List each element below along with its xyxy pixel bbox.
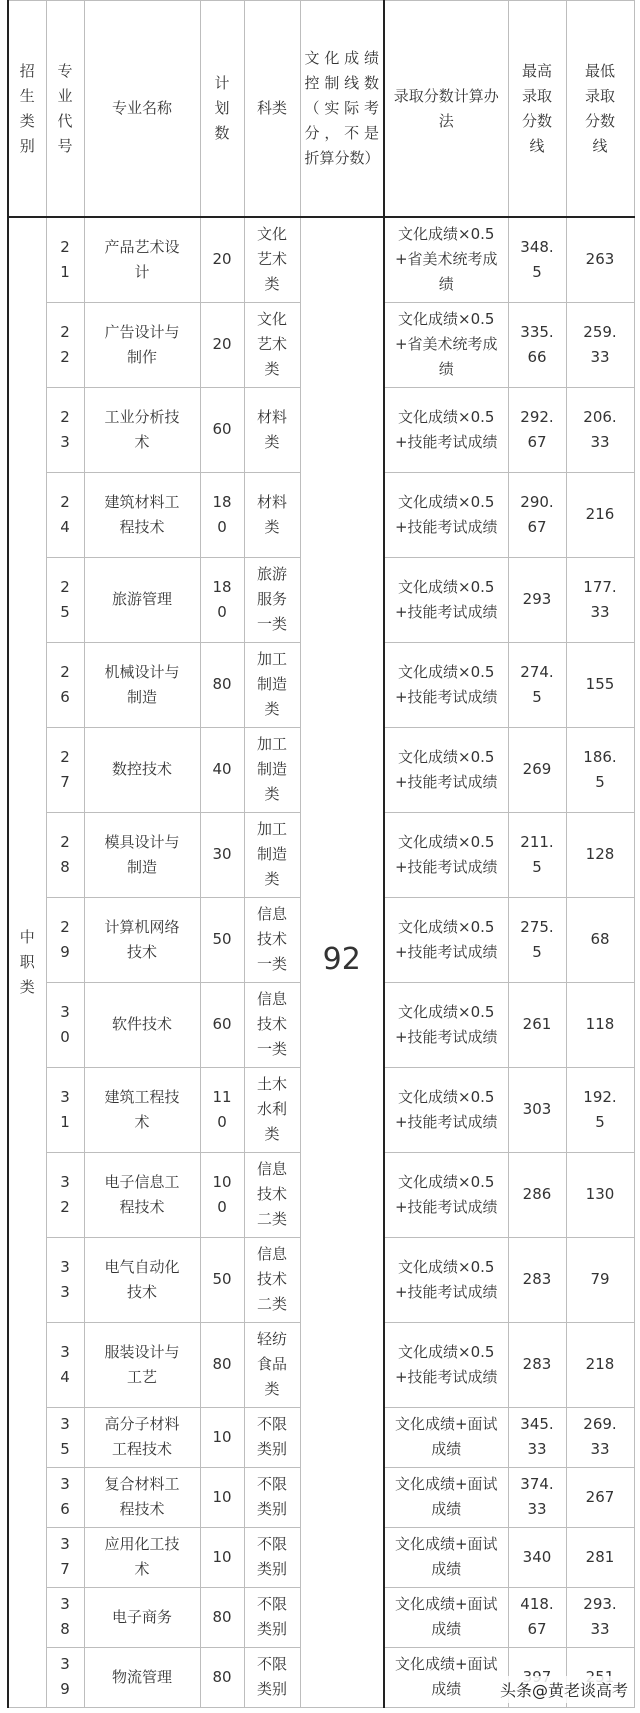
min-score-cell: 218 [566, 1322, 634, 1407]
min-score-cell: 206.33 [566, 387, 634, 472]
subject-cell: 不限类别 [244, 1467, 300, 1527]
method-cell: 文化成绩×0.5+技能考试成绩 [384, 557, 508, 642]
min-score-cell: 128 [566, 812, 634, 897]
method-cell: 文化成绩+面试成绩 [384, 1647, 508, 1707]
min-score-cell: 269.33 [566, 1407, 634, 1467]
max-score-cell: 335.66 [508, 302, 566, 387]
header-code: 专业代号 [46, 1, 84, 218]
name-cell: 服装设计与工艺 [84, 1322, 200, 1407]
subject-cell: 信息技术一类 [244, 897, 300, 982]
min-score-cell: 79 [566, 1237, 634, 1322]
code-cell: 21 [46, 217, 84, 302]
max-score-cell: 303 [508, 1067, 566, 1152]
name-cell: 机械设计与制造 [84, 642, 200, 727]
plan-cell: 110 [200, 1067, 244, 1152]
subject-cell: 不限类别 [244, 1407, 300, 1467]
method-cell: 文化成绩×0.5+技能考试成绩 [384, 472, 508, 557]
subject-cell: 土木水利类 [244, 1067, 300, 1152]
header-culture-line: 文化成绩控制线数（实际考分，不是折算分数） [300, 1, 384, 218]
name-cell: 模具设计与制造 [84, 812, 200, 897]
subject-cell: 文化艺术类 [244, 217, 300, 302]
plan-cell: 20 [200, 217, 244, 302]
code-cell: 26 [46, 642, 84, 727]
code-cell: 23 [46, 387, 84, 472]
min-score-cell: 267 [566, 1467, 634, 1527]
code-cell: 34 [46, 1322, 84, 1407]
subject-cell: 加工制造类 [244, 727, 300, 812]
table-row [8, 217, 634, 302]
code-cell: 27 [46, 727, 84, 812]
max-score-cell: 283 [508, 1322, 566, 1407]
max-score-cell: 418.67 [508, 1587, 566, 1647]
plan-cell: 60 [200, 387, 244, 472]
max-score-cell: 211.5 [508, 812, 566, 897]
min-score-cell: 68 [566, 897, 634, 982]
max-score-cell: 345.33 [508, 1407, 566, 1467]
header-plan: 计划数 [200, 1, 244, 218]
method-cell: 文化成绩×0.5+技能考试成绩 [384, 1152, 508, 1237]
name-cell: 广告设计与制作 [84, 302, 200, 387]
subject-cell: 加工制造类 [244, 812, 300, 897]
code-cell: 29 [46, 897, 84, 982]
min-score-cell: 263 [566, 217, 634, 302]
name-cell: 工业分析技术 [84, 387, 200, 472]
method-cell: 文化成绩×0.5+技能考试成绩 [384, 1067, 508, 1152]
code-cell: 32 [46, 1152, 84, 1237]
plan-cell: 80 [200, 1587, 244, 1647]
min-score-cell: 281 [566, 1527, 634, 1587]
method-cell: 文化成绩+面试成绩 [384, 1467, 508, 1527]
header-min: 最低录取分数线 [566, 1, 634, 218]
plan-cell: 30 [200, 812, 244, 897]
max-score-cell: 283 [508, 1237, 566, 1322]
name-cell: 产品艺术设计 [84, 217, 200, 302]
plan-cell: 80 [200, 1647, 244, 1707]
name-cell: 数控技术 [84, 727, 200, 812]
min-score-cell: 192.5 [566, 1067, 634, 1152]
code-cell: 30 [46, 982, 84, 1067]
max-score-cell: 286 [508, 1152, 566, 1237]
name-cell: 旅游管理 [84, 557, 200, 642]
max-score-cell: 275.5 [508, 897, 566, 982]
min-score-cell: 293.33 [566, 1587, 634, 1647]
name-cell: 复合材料工程技术 [84, 1467, 200, 1527]
method-cell: 文化成绩×0.5+技能考试成绩 [384, 642, 508, 727]
name-cell: 建筑工程技术 [84, 1067, 200, 1152]
plan-cell: 100 [200, 1152, 244, 1237]
plan-cell: 50 [200, 1237, 244, 1322]
name-cell: 物流管理 [84, 1647, 200, 1707]
method-cell: 文化成绩×0.5+技能考试成绩 [384, 387, 508, 472]
plan-cell: 80 [200, 1322, 244, 1407]
table-body [8, 217, 634, 1707]
max-score-cell: 340 [508, 1527, 566, 1587]
subject-cell: 信息技术一类 [244, 982, 300, 1067]
code-cell: 35 [46, 1407, 84, 1467]
admission-table [7, 0, 635, 1708]
min-score-cell: 177.33 [566, 557, 634, 642]
max-score-cell: 290.67 [508, 472, 566, 557]
name-cell: 计算机网络技术 [84, 897, 200, 982]
name-cell: 建筑材料工程技术 [84, 472, 200, 557]
name-cell: 应用化工技术 [84, 1527, 200, 1587]
plan-cell: 60 [200, 982, 244, 1067]
min-score-cell: 118 [566, 982, 634, 1067]
min-score-cell: 186.5 [566, 727, 634, 812]
min-score-cell: 155 [566, 642, 634, 727]
watermark: 头条@黄老谈高考 [496, 1676, 632, 1703]
method-cell: 文化成绩+面试成绩 [384, 1587, 508, 1647]
method-cell: 文化成绩+面试成绩 [384, 1407, 508, 1467]
header-row [8, 1, 634, 218]
plan-cell: 40 [200, 727, 244, 812]
header-name: 专业名称 [84, 1, 200, 218]
code-cell: 36 [46, 1467, 84, 1527]
culture-line-cell: 92 [300, 217, 384, 1707]
header-method: 录取分数计算办法 [384, 1, 508, 218]
method-cell: 文化成绩×0.5+技能考试成绩 [384, 982, 508, 1067]
min-score-cell: 130 [566, 1152, 634, 1237]
subject-cell: 加工制造类 [244, 642, 300, 727]
subject-cell: 材料类 [244, 472, 300, 557]
max-score-cell: 261 [508, 982, 566, 1067]
header-category: 招生类别 [8, 1, 46, 218]
max-score-cell: 269 [508, 727, 566, 812]
subject-cell: 不限类别 [244, 1587, 300, 1647]
category-cell: 中职类 [8, 217, 46, 1707]
plan-cell: 180 [200, 557, 244, 642]
code-cell: 31 [46, 1067, 84, 1152]
method-cell: 文化成绩×0.5+技能考试成绩 [384, 727, 508, 812]
header-subject: 科类 [244, 1, 300, 218]
subject-cell: 信息技术二类 [244, 1152, 300, 1237]
max-score-cell: 274.5 [508, 642, 566, 727]
method-cell: 文化成绩×0.5+技能考试成绩 [384, 1322, 508, 1407]
method-cell: 文化成绩×0.5+技能考试成绩 [384, 1237, 508, 1322]
method-cell: 文化成绩×0.5+技能考试成绩 [384, 897, 508, 982]
subject-cell: 文化艺术类 [244, 302, 300, 387]
method-cell: 文化成绩×0.5+省美术统考成绩 [384, 217, 508, 302]
method-cell: 文化成绩×0.5+省美术统考成绩 [384, 302, 508, 387]
code-cell: 37 [46, 1527, 84, 1587]
subject-cell: 轻纺食品类 [244, 1322, 300, 1407]
name-cell: 电气自动化技术 [84, 1237, 200, 1322]
min-score-cell: 259.33 [566, 302, 634, 387]
name-cell: 高分子材料工程技术 [84, 1407, 200, 1467]
code-cell: 28 [46, 812, 84, 897]
code-cell: 33 [46, 1237, 84, 1322]
subject-cell: 旅游服务一类 [244, 557, 300, 642]
subject-cell: 材料类 [244, 387, 300, 472]
method-cell: 文化成绩×0.5+技能考试成绩 [384, 812, 508, 897]
max-score-cell: 292.67 [508, 387, 566, 472]
name-cell: 软件技术 [84, 982, 200, 1067]
max-score-cell: 374.33 [508, 1467, 566, 1527]
name-cell: 电子信息工程技术 [84, 1152, 200, 1237]
code-cell: 25 [46, 557, 84, 642]
plan-cell: 80 [200, 642, 244, 727]
code-cell: 24 [46, 472, 84, 557]
code-cell: 22 [46, 302, 84, 387]
subject-cell: 不限类别 [244, 1527, 300, 1587]
plan-cell: 50 [200, 897, 244, 982]
method-cell: 文化成绩+面试成绩 [384, 1527, 508, 1587]
max-score-cell: 293 [508, 557, 566, 642]
code-cell: 38 [46, 1587, 84, 1647]
plan-cell: 10 [200, 1527, 244, 1587]
subject-cell: 不限类别 [244, 1647, 300, 1707]
plan-cell: 20 [200, 302, 244, 387]
name-cell: 电子商务 [84, 1587, 200, 1647]
header-max: 最高录取分数线 [508, 1, 566, 218]
plan-cell: 10 [200, 1467, 244, 1527]
max-score-cell: 348.5 [508, 217, 566, 302]
subject-cell: 信息技术二类 [244, 1237, 300, 1322]
code-cell: 39 [46, 1647, 84, 1707]
plan-cell: 10 [200, 1407, 244, 1467]
plan-cell: 180 [200, 472, 244, 557]
min-score-cell: 216 [566, 472, 634, 557]
